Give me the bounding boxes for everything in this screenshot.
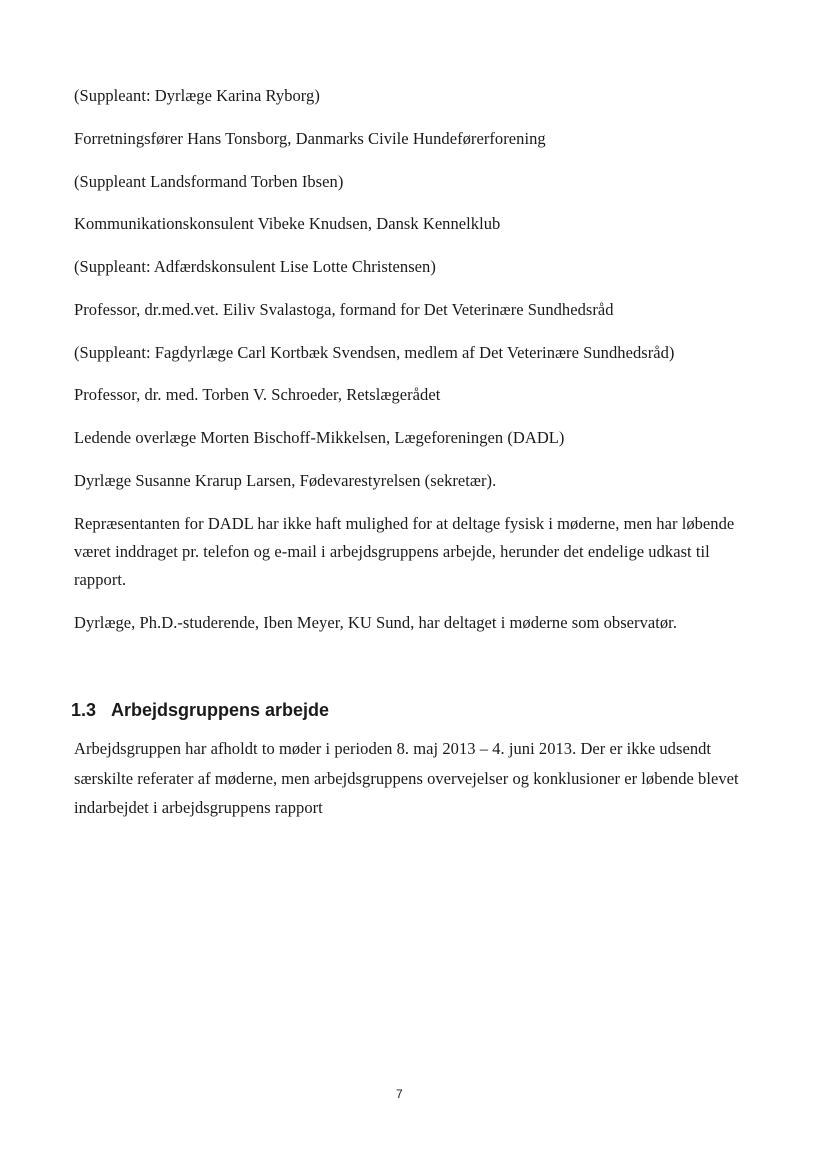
member-line-1: (Suppleant: Dyrlæge Karina Ryborg) — [74, 86, 320, 105]
observer-line: Dyrlæge, Ph.D.-studerende, Iben Meyer, KU Sund, har deltaget i møderne som observatør. — [74, 613, 677, 632]
section-paragraph-line-2: særskilte referater af møderne, men arbejdsgruppens overvejelser og konklusioner er løbende blevet — [74, 769, 739, 788]
section-heading — [71, 700, 329, 721]
member-line-9: Ledende overlæge Morten Bischoff-Mikkelsen, Lægeforeningen (DADL) — [74, 428, 565, 447]
member-line-3: (Suppleant Landsformand Torben Ibsen) — [74, 172, 344, 191]
member-line-8: Professor, dr. med. Torben V. Schroeder, Retslægerådet — [74, 385, 441, 404]
member-line-5: (Suppleant: Adfærdskonsulent Lise Lotte Christensen) — [74, 257, 436, 276]
member-line-7: (Suppleant: Fagdyrlæge Carl Kortbæk Svendsen, medlem af Det Veterinære Sundhedsråd) — [74, 343, 675, 362]
dadl-paragraph-line-2: været inddraget pr. telefon og e-mail i arbejdsgruppens arbejde, herunder det endelige udkast til — [74, 542, 710, 561]
member-line-6: Professor, dr.med.vet. Eiliv Svalastoga, formand for Det Veterinære Sundhedsråd — [74, 300, 614, 319]
section-title: Arbejdsgruppens arbejde — [111, 700, 330, 720]
member-line-2: Forretningsfører Hans Tonsborg, Danmarks Civile Hundeførerforening — [74, 129, 546, 148]
section-paragraph-line-1: Arbejdsgruppen har afholdt to møder i perioden 8. maj 2013 – 4. juni 2013. Der er ikke udsendt — [74, 739, 712, 758]
member-line-4: Kommunikationskonsulent Vibeke Knudsen, Dansk Kennelklub — [74, 214, 501, 233]
member-line-10: Dyrlæge Susanne Krarup Larsen, Fødevarestyrelsen (sekretær). — [74, 471, 497, 490]
dadl-paragraph-line-3: rapport. — [74, 570, 127, 589]
page-number: 7 — [396, 1087, 403, 1101]
dadl-paragraph-line-1: Repræsentanten for DADL har ikke haft mulighed for at deltage fysisk i møderne, men har løbende — [74, 514, 735, 533]
section-paragraph-line-3: indarbejdet i arbejdsgruppens rapport — [74, 798, 323, 817]
section-number: 1.3 — [71, 700, 97, 720]
